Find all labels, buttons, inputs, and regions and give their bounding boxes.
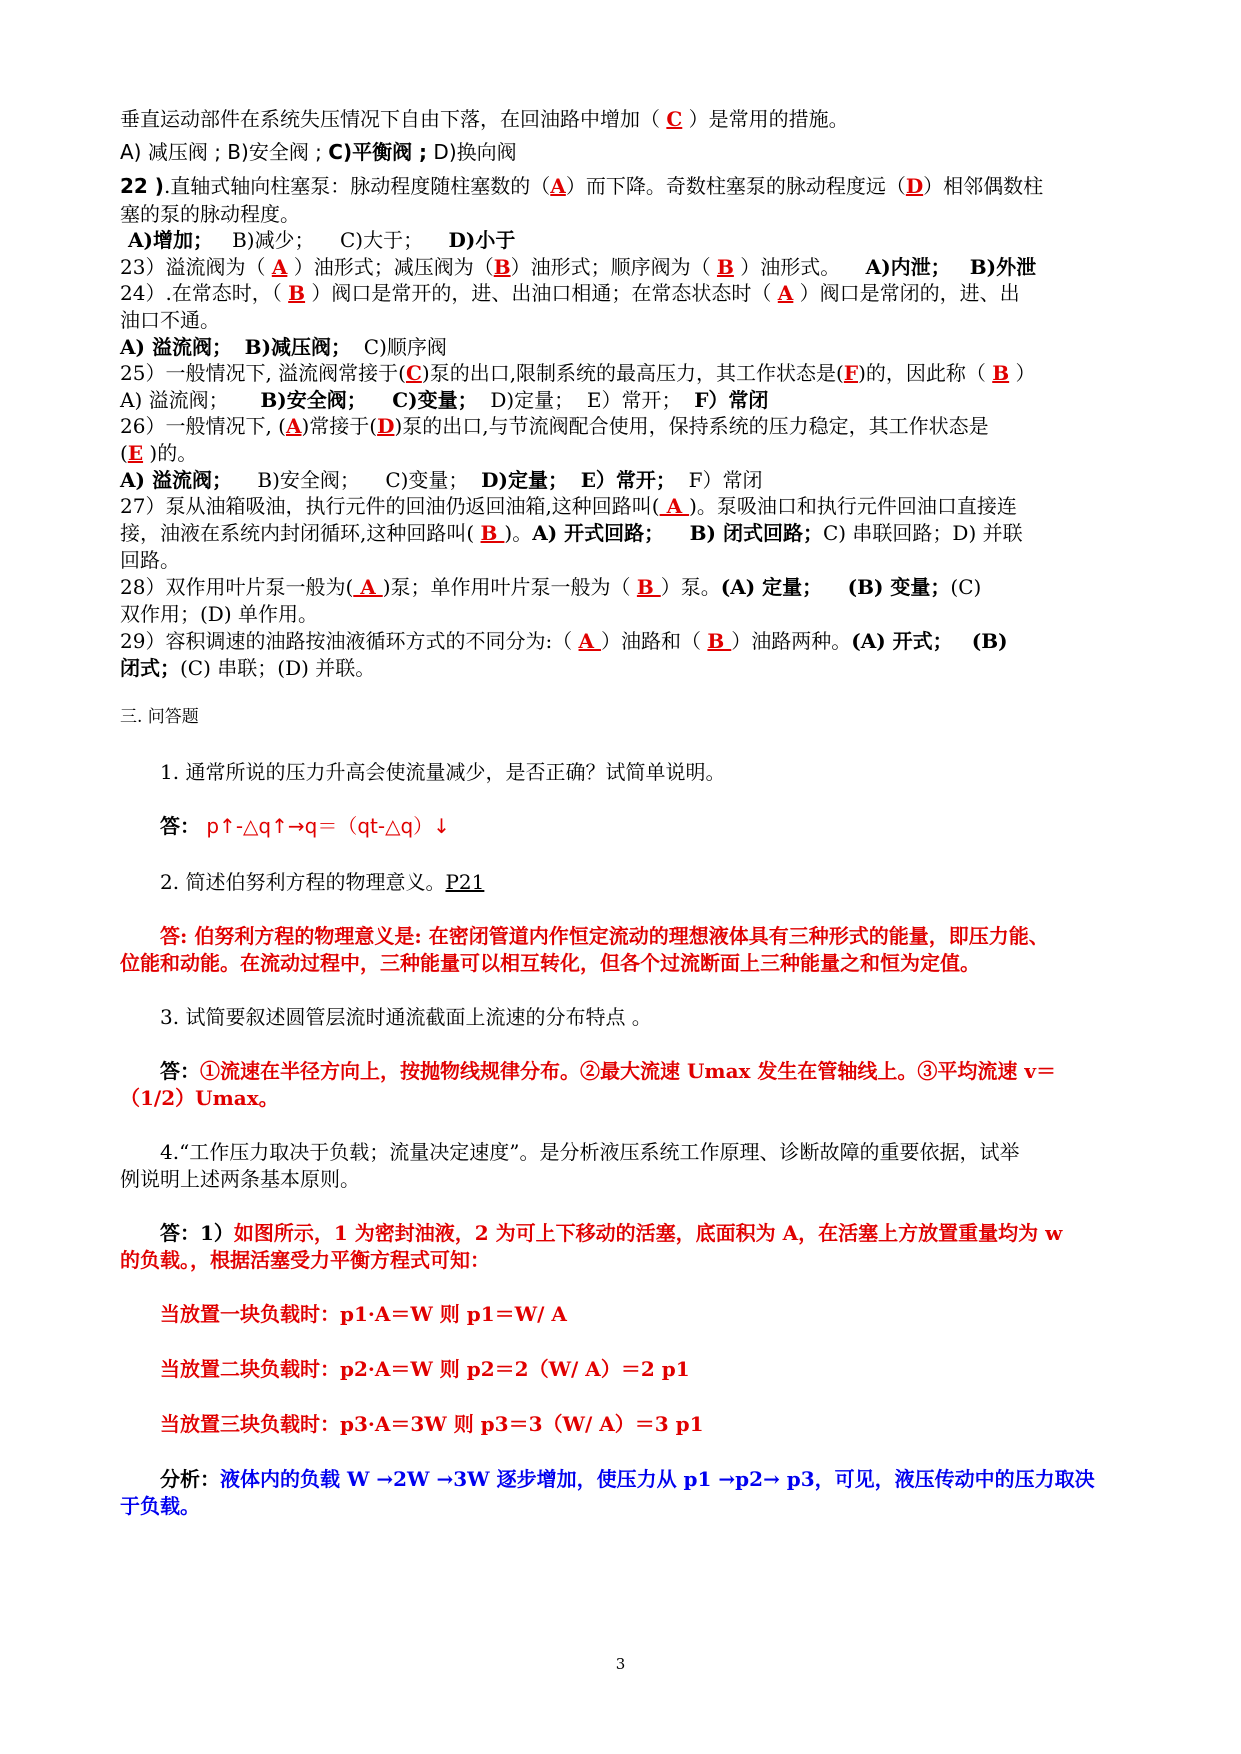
qa-question-2: 2. 简述伯努利方程的物理意义。P21 <box>160 870 485 894</box>
q29-answer-2: B <box>707 629 732 653</box>
q21-options: A) 减压阀 ; B)安全阀 ; C)平衡阀 ; D)换向阀 <box>120 140 517 164</box>
qa-question-4-line2: 例说明上述两条基本原则。 <box>120 1167 360 1191</box>
q21-stem: 垂直运动部件在系统失压情况下自由下落，在回油路中增加（ C ）是常用的措施。 <box>120 107 849 131</box>
q26-stem-line2: (E )的。 <box>120 441 198 465</box>
q25-answer-2: F <box>843 361 859 385</box>
q23-stem: 23）溢流阀为（ A ）油形式；减压阀为（B）油形式；顺序阀为（ B ）油形式。 A)内泄； B)外泄 <box>120 255 1037 279</box>
q25-answer-3: B <box>992 361 1010 385</box>
qa-answer-1: 答： p↑-△q↑→q＝（qt-△q）↓ <box>160 814 450 838</box>
q24-stem-line2: 油口不通。 <box>120 308 220 332</box>
qa-answer-3-line2: （1/2）Umax。 <box>120 1086 279 1110</box>
analysis-line2: 于负载。 <box>120 1494 200 1518</box>
page-number: 3 <box>615 1655 626 1673</box>
qa-answer-4-line2: 的负载。，根据活塞受力平衡方程式可知： <box>120 1248 490 1272</box>
page-reference: P21 <box>445 870 485 894</box>
q28-answer-1: A <box>353 575 383 599</box>
q21-answer: C <box>666 107 683 131</box>
q27-stem-line3: 回路。 <box>120 548 180 572</box>
q26-options: A) 溢流阀； B)安全阀； C)变量； D)定量； E）常开； F）常闭 <box>120 468 763 492</box>
q23-answer-3: B <box>716 255 734 279</box>
q24-options: A) 溢流阀； B)减压阀； C)顺序阀 <box>120 335 447 359</box>
q29-stem-line2: 闭式；(C) 串联；(D) 并联。 <box>120 656 376 680</box>
q24-answer-1: B <box>288 281 306 305</box>
qa-question-1: 1. 通常所说的压力升高会使流量减少，是否正确？试简单说明。 <box>160 760 726 784</box>
q27-stem-line2: 接，油液在系统内封闭循环,这种回路叫( B )。A) 开式回路； B) 闭式回路；C) 串联回路；D) 并联 <box>120 521 1023 545</box>
q28-stem: 28）双作用叶片泵一般为( A )泵；单作用叶片泵一般为（ B ）泵。(A) 定量； (B) 变量；(C) <box>120 575 982 599</box>
qa-answer-4-line1: 答：1）如图所示，1 为密封油液，2 为可上下移动的活塞，底面积为 A，在活塞上方放置重量均为 w <box>160 1221 1063 1245</box>
q25-answer-1: C <box>405 361 422 385</box>
load-case-3: 当放置三块负载时：p3·A＝3W 则 p3＝3（W/ A）＝3 p1 <box>160 1412 704 1436</box>
q25-options: A) 溢流阀； B)安全阀； C)变量； D)定量； E）常开； F）常闭 <box>120 388 769 412</box>
qa-question-4-line1: 4.“工作压力取决于负载；流量决定速度”。是分析液压系统工作原理、诊断故障的重要依据，试举 <box>160 1140 1020 1164</box>
load-case-1: 当放置一块负载时：p1·A＝W 则 p1＝W/ A <box>160 1302 567 1326</box>
q23-answer-1: A <box>271 255 288 279</box>
qa-answer-2-line2: 位能和动能。在流动过程中，三种能量可以相互转化，但各个过流断面上三种能量之和恒为定值。 <box>120 951 980 975</box>
qa-answer-3-line1: 答：①流速在半径方向上，按抛物线规律分布。②最大流速 Umax 发生在管轴线上。③平均流速 v＝ <box>160 1059 1056 1083</box>
q28-stem-line2: 双作用；(D) 单作用。 <box>120 602 318 626</box>
q27-answer-2: B <box>480 521 505 545</box>
q25-stem: 25）一般情况下, 溢流阀常接于(C)泵的出口,限制系统的最高压力，其工作状态是(F)的，因此称（ B ） <box>120 361 1036 385</box>
q22-stem: 22 ).直轴式轴向柱塞泵：脉动程度随柱塞数的（A）而下降。奇数柱塞泵的脉动程度远（D）相邻偶数柱 <box>120 174 1044 198</box>
q29-stem: 29）容积调速的油路按油液循环方式的不同分为:（ A ）油路和（ B ）油路两种。(A) 开式； (B) <box>120 629 1008 653</box>
load-case-2: 当放置二块负载时：p2·A＝W 则 p2＝2（W/ A）＝2 p1 <box>160 1357 690 1381</box>
q26-answer-3: E <box>127 441 144 465</box>
q22-answer-1: A <box>550 174 566 198</box>
q22-options: A)增加； B)减少； C)大于； D)小于 <box>128 228 516 252</box>
q22-stem-line2: 塞的泵的脉动程度。 <box>120 202 300 226</box>
analysis-line1: 分析：液体内的负载 W →2W →3W 逐步增加，使压力从 p1 →p2→ p3，可见，液压传动中的压力取决 <box>160 1467 1095 1491</box>
q27-stem: 27）泵从油箱吸油，执行元件的回油仍返回油箱,这种回路叫( A )。泵吸油口和执行元件回油口直接连 <box>120 494 1017 518</box>
q29-answer-1: A <box>578 629 602 653</box>
q24-answer-2: A <box>777 281 794 305</box>
q26-answer-1: A <box>285 414 302 438</box>
q28-answer-2: B <box>636 575 661 599</box>
qa-answer-2-line1: 答: 伯努利方程的物理意义是: 在密闭管道内作恒定流动的理想液体具有三种形式的能量，即压力能、 <box>160 924 1049 948</box>
q23-answer-2: B <box>493 255 511 279</box>
q26-stem: 26）一般情况下, (A)常接于(D)泵的出口,与节流阀配合使用，保持系统的压力稳定，其工作状态是 <box>120 414 989 438</box>
q24-stem: 24）.在常态时，（ B ）阀口是常开的，进、出油口相通；在常态状态时（ A ）阀口是常闭的，进、出 <box>120 281 1020 305</box>
qa-question-3: 3. 试简要叙述圆管层流时通流截面上流速的分布特点 。 <box>160 1005 652 1029</box>
q22-answer-2: D <box>905 174 924 198</box>
q27-answer-1: A <box>659 494 690 518</box>
section-title: 三. 问答题 <box>120 707 199 727</box>
q26-answer-2: D <box>377 414 395 438</box>
